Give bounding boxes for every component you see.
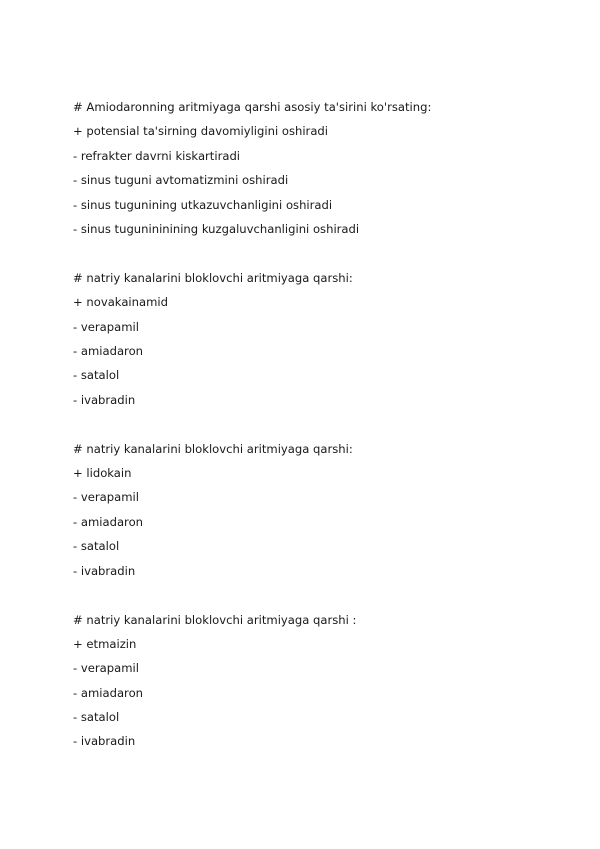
distractor-answer: - verapamil (73, 490, 139, 505)
distractor-answer: - satalol (73, 710, 120, 725)
distractor-answer: - sinus tugunininining kuzgaluvchanligini oshiradi (73, 221, 360, 236)
distractor-answer: - satalol (73, 539, 120, 554)
question-text: # natriy kanalarini bloklovchi aritmiyaga qarshi : (73, 612, 357, 627)
question-text: # natriy kanalarini bloklovchi aritmiyaga qarshi: (73, 441, 353, 456)
distractor-answer: - amiadaron (73, 514, 144, 529)
question-block (73, 608, 573, 754)
question-block (73, 266, 573, 412)
distractor-answer: - satalol (73, 368, 120, 383)
question-block (73, 95, 573, 241)
test-questions (73, 95, 573, 778)
question-text: # natriy kanalarini bloklovchi aritmiyaga qarshi: (73, 270, 353, 285)
distractor-answer: - amiadaron (73, 685, 144, 700)
distractor-answer: - sinus tugunining utkazuvchanligini oshiradi (73, 197, 333, 212)
distractor-answer: - sinus tuguni avtomatizmini oshiradi (73, 173, 289, 188)
distractor-answer: - ivabradin (73, 563, 136, 578)
distractor-answer: - ivabradin (73, 392, 136, 407)
distractor-answer: - amiadaron (73, 344, 144, 359)
correct-answer: + etmaizin (73, 636, 137, 651)
question-text: # Amiodaronning aritmiyaga qarshi asosiy ta'sirini ko'rsating: (73, 100, 432, 114)
distractor-answer: - verapamil (73, 661, 139, 676)
correct-answer: + lidokain (73, 466, 132, 481)
distractor-answer: - ivabradin (73, 734, 136, 749)
correct-answer: + potensial ta'sirning davomiyligini oshiradi (73, 124, 329, 139)
distractor-answer: - refrakter davrni kiskartiradi (73, 148, 241, 163)
correct-answer: + novakainamid (73, 295, 168, 310)
question-block (73, 437, 573, 583)
distractor-answer: - verapamil (73, 319, 139, 334)
